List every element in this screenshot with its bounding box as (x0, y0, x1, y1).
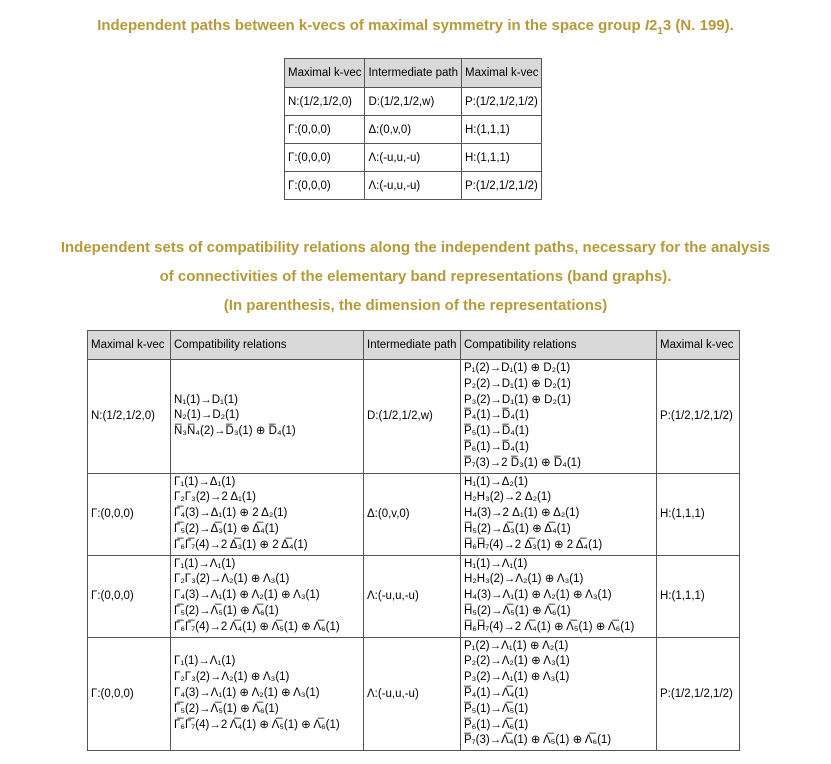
compat-cell-rel1 (171, 360, 364, 474)
compat-header-kvec2: Maximal k-vec (657, 331, 740, 360)
compat-header-path: Intermediate path (364, 331, 461, 360)
compat-relation: Γ̅₄(3)→Δ₁(1) ⊕ 2 Δ₂(1) (174, 507, 288, 520)
paths-cell-kvec2: H:(1,1,1) (462, 116, 542, 144)
paths-table (284, 58, 542, 200)
compat-relation: P₃(2)→Λ₁(1) ⊕ Λ₃(1) (464, 671, 570, 684)
compat-relation: P̅₇(3)→2 D̅₃(1) ⊕ D̅₄(1) (464, 456, 581, 469)
compat-heading-line2: of connectivities of the elementary band representations (band graphs). (159, 268, 672, 285)
compat-relation: Γ̅₅(2)→Λ̅₅(1) ⊕ Λ̅₆(1) (174, 702, 279, 715)
compat-heading-line3: (In parenthesis, the dimension of the representations) (223, 297, 608, 314)
paths-cell-kvec1: Γ:(0,0,0) (285, 116, 365, 144)
compat-cell-kvec1: Γ:(0,0,0) (88, 555, 171, 637)
compat-table-row (88, 637, 740, 751)
compat-relation: P₂(2)→Λ₂(1) ⊕ Λ₃(1) (464, 655, 570, 668)
paths-cell-kvec2: P:(1/2,1/2,1/2) (462, 88, 542, 116)
paths-cell-kvec2: H:(1,1,1) (462, 144, 542, 172)
paths-table-body (285, 88, 542, 200)
compat-header-rel1: Compatibility relations (171, 331, 364, 360)
compat-relation: P₃(2)→D₁(1) ⊕ D₂(1) (464, 393, 571, 406)
paths-table-row (285, 172, 542, 200)
compat-relation: N̅₃N̅₄(2)→D̅₃(1) ⊕ D̅₄(1) (174, 425, 296, 438)
compat-relation: Γ̅₆Γ̅₇(4)→2 Λ̅₄(1) ⊕ Λ̅₅(1) ⊕ Λ̅₆(1) (174, 620, 340, 633)
compat-relation: Γ̅₆Γ̅₇(4)→2 Δ̅₃(1) ⊕ 2 Δ̅₄(1) (174, 538, 308, 551)
compat-relation: Γ₂Γ₃(2)→Λ₂(1) ⊕ Λ₃(1) (174, 573, 290, 586)
compat-relation: P₂(2)→D₁(1) ⊕ D₂(1) (464, 377, 571, 390)
compat-table-row (88, 555, 740, 637)
compat-relation: H₁(1)→Δ₂(1) (464, 475, 528, 488)
compat-relation: P̅₄(1)→Λ̅₄(1) (464, 686, 529, 699)
compat-cell-rel2 (461, 360, 657, 474)
page-title (0, 17, 831, 37)
compat-relation: H₄(3)→2 Δ₁(1) ⊕ Δ₂(1) (464, 507, 580, 520)
paths-cell-path: Δ:(0,v,0) (365, 116, 462, 144)
compat-cell-path: D:(1/2,1/2,w) (364, 360, 461, 474)
compat-cell-kvec1: Γ:(0,0,0) (88, 637, 171, 751)
compat-relation: P₁(2)→Λ₁(1) ⊕ Λ₂(1) (464, 639, 569, 652)
paths-cell-kvec1: Γ:(0,0,0) (285, 172, 365, 200)
compat-cell-rel1 (171, 555, 364, 637)
compat-relation: Γ₁(1)→Λ₁(1) (174, 655, 236, 668)
paths-header-kvec2: Maximal k-vec (462, 59, 542, 88)
paths-table-row (285, 88, 542, 116)
compat-relation: Γ₂Γ₃(2)→2 Δ₁(1) (174, 491, 256, 504)
compat-relation: H₁(1)→Λ₁(1) (464, 557, 528, 570)
title-text: Independent paths between k-vecs of maximal symmetry in the space group (97, 17, 645, 34)
compat-relation: Γ₄(3)→Λ₁(1) ⊕ Λ₂(1) ⊕ Λ₃(1) (174, 589, 320, 602)
compat-relation: Γ̅₅(2)→Δ̅₃(1) ⊕ Δ̅₄(1) (174, 522, 279, 535)
compat-relation: P₁(2)→D₁(1) ⊕ D₂(1) (464, 362, 571, 374)
compat-table-body (88, 360, 740, 751)
compat-cell-rel1 (171, 637, 364, 751)
compat-table-header (88, 331, 740, 360)
compat-cell-kvec2: P:(1/2,1/2,1/2) (657, 637, 740, 751)
compat-heading (0, 233, 831, 320)
paths-cell-kvec2: P:(1/2,1/2,1/2) (462, 172, 542, 200)
compat-relation: N₂(1)→D₂(1) (174, 409, 240, 422)
paths-table-row (285, 116, 542, 144)
space-group-number: 2 (649, 17, 658, 34)
compat-relation: H̅₅(2)→Λ̅₅(1) ⊕ Λ̅₆(1) (464, 604, 571, 617)
compat-relation: P̅₅(1)→Λ̅₅(1) (464, 702, 529, 715)
compat-relation: H̅₅(2)→Δ̅₃(1) ⊕ Δ̅₄(1) (464, 522, 571, 535)
paths-header-kvec1: Maximal k-vec (285, 59, 365, 88)
compat-cell-kvec1: Γ:(0,0,0) (88, 473, 171, 555)
compat-cell-kvec1: N:(1/2,1/2,0) (88, 360, 171, 474)
compat-relation: N₁(1)→D₁(1) (174, 393, 238, 406)
paths-table-row (285, 144, 542, 172)
paths-cell-path: Λ:(-u,u,-u) (365, 144, 462, 172)
paths-header-path: Intermediate path (365, 59, 462, 88)
compat-relation: H̅₆H̅₇(4)→2 Δ̅₃(1) ⊕ 2 Δ̅₄(1) (464, 538, 603, 551)
compat-cell-rel1 (171, 473, 364, 555)
compat-cell-rel2 (461, 637, 657, 751)
compat-relation: P̅₆(1)→D̅₄(1) (464, 440, 529, 453)
paths-cell-kvec1: Γ:(0,0,0) (285, 144, 365, 172)
compat-header-rel2: Compatibility relations (461, 331, 657, 360)
compat-cell-kvec2: H:(1,1,1) (657, 473, 740, 555)
paths-cell-kvec1: N:(1/2,1/2,0) (285, 88, 365, 116)
compat-relation: Γ₁(1)→Δ₁(1) (174, 475, 236, 488)
compat-cell-rel2 (461, 555, 657, 637)
paths-table-header (285, 59, 542, 88)
space-group-tail: 3 (662, 17, 672, 34)
compat-relation: Γ̅₆Γ̅₇(4)→2 Λ̅₄(1) ⊕ Λ̅₅(1) ⊕ Λ̅₆(1) (174, 718, 340, 731)
compat-table-row (88, 360, 740, 474)
compat-table-row (88, 473, 740, 555)
compat-cell-kvec2: P:(1/2,1/2,1/2) (657, 360, 740, 474)
compat-heading-line1: Independent sets of compatibility relations along the independent paths, necessary for the analysis (60, 239, 771, 256)
compat-relation: P̅₇(3)→Λ̅₄(1) ⊕ Λ̅₅(1) ⊕ Λ̅₆(1) (464, 734, 612, 747)
compat-relation: P̅₆(1)→Λ̅₆(1) (464, 718, 529, 731)
compat-cell-path: Δ:(0,v,0) (364, 473, 461, 555)
compat-relation: H₂H₃(2)→Λ₂(1) ⊕ Λ₃(1) (464, 573, 584, 586)
compat-relation: H̅₆H̅₇(4)→2 Λ̅₄(1) ⊕ Λ̅₅(1) ⊕ Λ̅₆(1) (464, 620, 635, 633)
compat-relation: P̅₄(1)→D̅₄(1) (464, 409, 529, 422)
space-group-subscript: 1 (657, 26, 663, 37)
compat-cell-path: Λ:(-u,u,-u) (364, 555, 461, 637)
compat-cell-rel2 (461, 473, 657, 555)
compat-relation: Γ₁(1)→Λ₁(1) (174, 557, 236, 570)
compat-relation: Γ₄(3)→Λ₁(1) ⊕ Λ₂(1) ⊕ Λ₃(1) (174, 686, 320, 699)
compat-table (87, 330, 740, 751)
compat-relation: Γ₂Γ₃(2)→Λ₂(1) ⊕ Λ₃(1) (174, 671, 290, 684)
paths-cell-path: D:(1/2,1/2,w) (365, 88, 462, 116)
compat-relation: H₂H₃(2)→2 Δ₂(1) (464, 491, 552, 504)
compat-relation: H₄(3)→Λ₁(1) ⊕ Λ₂(1) ⊕ Λ₃(1) (464, 589, 612, 602)
compat-relation: Γ̅₅(2)→Λ̅₅(1) ⊕ Λ̅₆(1) (174, 604, 279, 617)
compat-cell-path: Λ:(-u,u,-u) (364, 637, 461, 751)
compat-header-kvec1: Maximal k-vec (88, 331, 171, 360)
compat-cell-kvec2: H:(1,1,1) (657, 555, 740, 637)
space-group-letter: I (644, 17, 650, 34)
space-group-number-note: (N. 199). (671, 17, 734, 34)
paths-cell-path: Λ:(-u,u,-u) (365, 172, 462, 200)
compat-relation: P̅₅(1)→D̅₄(1) (464, 425, 529, 438)
